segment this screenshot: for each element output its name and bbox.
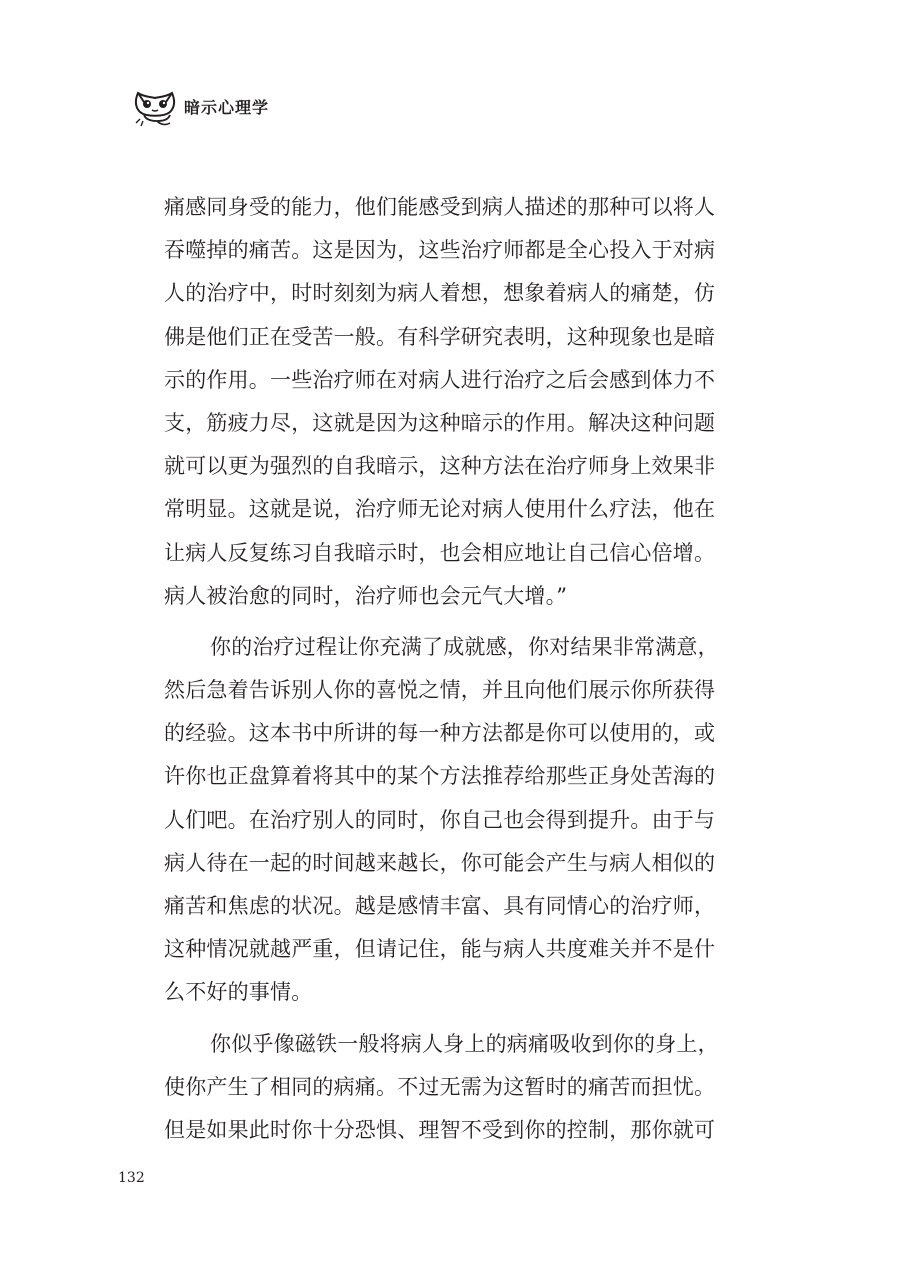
text-line: 常明显。这就是说，治疗师无论对病人使用什么疗法，他在: [164, 497, 716, 522]
text-line: 吞噬掉的痛苦。这是因为，这些治疗师都是全心投入于对病: [164, 238, 716, 263]
text-line: 这种情况就越严重，但请记住，能与病人共度难关并不是什: [164, 937, 716, 962]
text-line: 你似乎像磁铁一般将病人身上的病痛吸收到你的身上，: [210, 1031, 719, 1056]
text-line: 让病人反复练习自我暗示时，也会相应地让自己信心倍增。: [164, 540, 716, 565]
text-line: 痛苦和焦虑的状况。越是感情丰富、具有同情心的治疗师，: [164, 894, 716, 918]
running-header: [132, 84, 269, 128]
text-line: 病人被治愈的同时，治疗师也会元气大增。”: [164, 583, 568, 608]
text-line: 人们吧。在治疗别人的同时，你自己也会得到提升。由于与: [164, 807, 716, 832]
text-line: 么不好的事情。: [164, 980, 313, 1005]
text-line: 佛是他们正在受苦一般。有科学研究表明，这种现象也是暗: [164, 324, 716, 349]
body-text: [164, 186, 744, 1152]
text-line: 的经验。这本书中所讲的每一种方法都是你可以使用的，或: [164, 721, 716, 746]
text-line: 支，筋疲力尽，这就是因为这种暗示的作用。解决这种问题: [164, 410, 716, 435]
text-line: 然后急着告诉别人你的喜悦之情，并且向他们展示你所获得: [164, 678, 716, 703]
text-line: 就可以更为强烈的自我暗示，这种方法在治疗师身上效果非: [164, 454, 716, 479]
text-line: 病人待在一起的时间越来越长，你可能会产生与病人相似的: [164, 850, 716, 875]
text-line: 你的治疗过程让你充满了成就感，你对结果非常满意，: [210, 634, 719, 659]
text-line: 示的作用。一些治疗师在对病人进行治疗之后会感到体力不: [164, 367, 716, 392]
text-line: 许你也正盘算着将其中的某个方法推荐给那些正身处苦海的: [164, 764, 716, 789]
text-line: 人的治疗中，时时刻刻为病人着想，想象着病人的痛楚，仿: [164, 281, 716, 306]
page-number: 132: [118, 1170, 145, 1186]
text-line: 痛感同身受的能力，他们能感受到病人描述的那种可以将人: [164, 195, 716, 219]
text-line: 使你产生了相同的病痛。不过无需为这暂时的痛苦而担忧。: [164, 1074, 716, 1099]
text-line: 但是如果此时你十分恐惧、理智不受到你的控制，那你就可: [164, 1117, 716, 1142]
cat-face-icon: [132, 85, 182, 127]
running-title: 暗示心理学: [184, 97, 270, 117]
